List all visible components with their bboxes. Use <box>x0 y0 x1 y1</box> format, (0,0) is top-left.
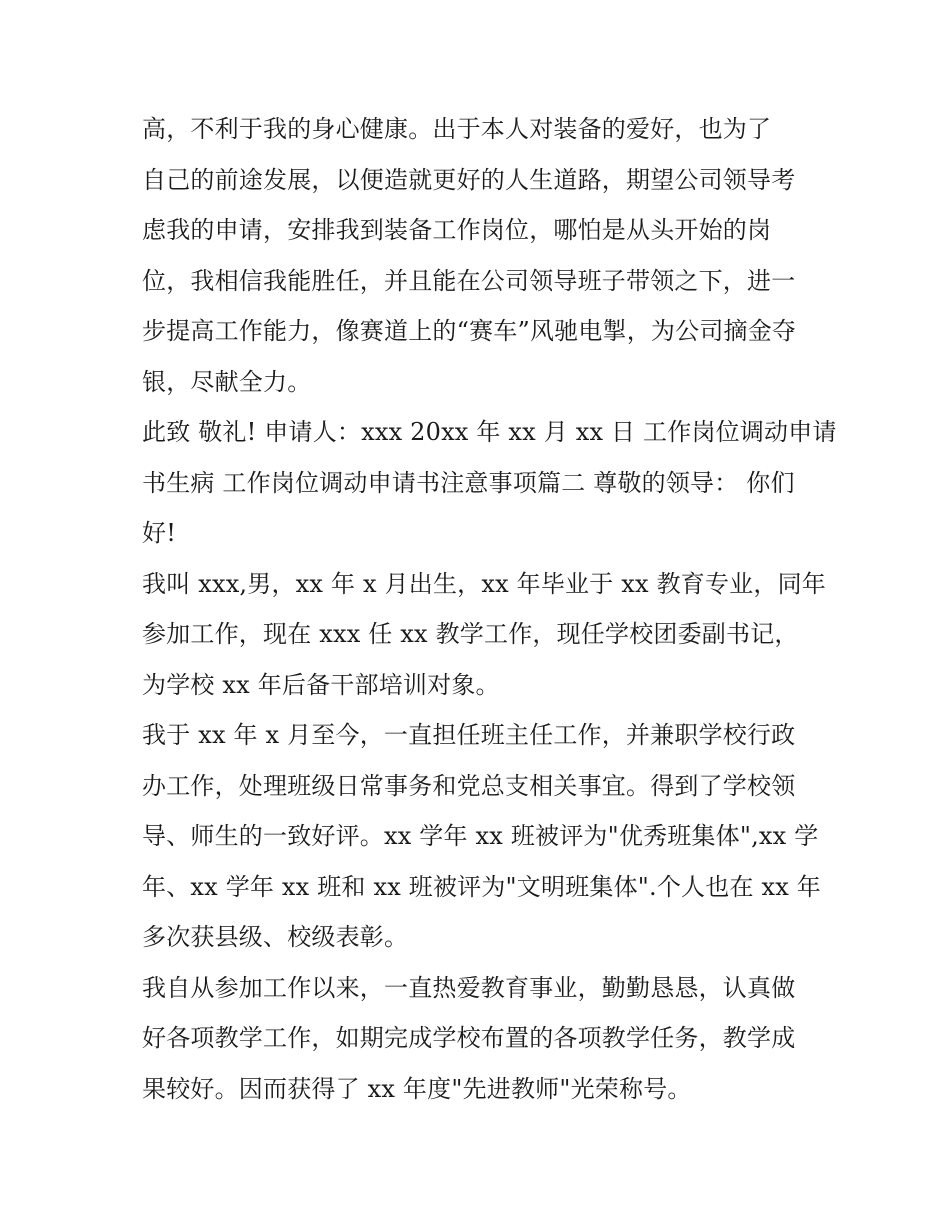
text-line: 步提高工作能力，像赛道上的“赛车”风驰电掣，为公司摘金夺 <box>142 317 797 345</box>
text-line: 参加工作，现在 xxx 任 xx 教学工作，现任学校团委副书记， <box>142 620 799 648</box>
text-line: 好! <box>142 519 177 547</box>
text-line: 书生病 工作岗位调动申请书注意事项篇二 尊敬的领导： 你们 <box>142 468 795 497</box>
text-line: 果较好。因而获得了 xx 年度"先进教师"光荣称号。 <box>142 1074 692 1103</box>
text-line: 办工作，处理班级日常事务和党总支相关事宜。得到了学校领 <box>142 771 796 800</box>
text-line: 自己的前途发展，以便造就更好的人生道路，期望公司领导考 <box>142 165 796 194</box>
text-line: 银，尽献全力。 <box>142 367 312 396</box>
text-line: 多次获县级、校级表彰。 <box>142 923 409 951</box>
text-line: 高，不利于我的身心健康。出于本人对装备的爱好，也为了 <box>142 115 772 143</box>
text-line: 我于 xx 年 x 月至今，一直担任班主任工作，并兼职学校行政 <box>142 721 796 749</box>
text-line: 虑我的申请，安排我到装备工作岗位，哪怕是从头开始的岗 <box>142 216 772 244</box>
text-line: 好各项教学工作，如期完成学校布置的各项教学任务，教学成 <box>142 1024 796 1052</box>
text-line: 位，我相信我能胜任，并且能在公司领导班子带领之下，进一 <box>142 266 796 295</box>
text-line: 年、xx 学年 xx 班和 xx 班被评为"文明班集体".个人也在 xx 年 <box>142 872 821 901</box>
body-text <box>142 104 837 1114</box>
text-line: 为学校 xx 年后备干部培训对象。 <box>142 670 500 699</box>
text-line: 此致 敬礼! 申请人：xxx 20xx 年 xx 月 xx 日 工作岗位调动申请 <box>142 418 837 446</box>
text-line: 导、师生的一致好评。xx 学年 xx 班被评为"优秀班集体",xx 学 <box>142 822 819 850</box>
text-line: 我自从参加工作以来，一直热爱教育事业，勤勤恳恳，认真做 <box>142 973 796 1002</box>
text-line: 我叫 xxx,男，xx 年 x 月出生，xx 年毕业于 xx 教育专业，同年 <box>142 569 826 598</box>
